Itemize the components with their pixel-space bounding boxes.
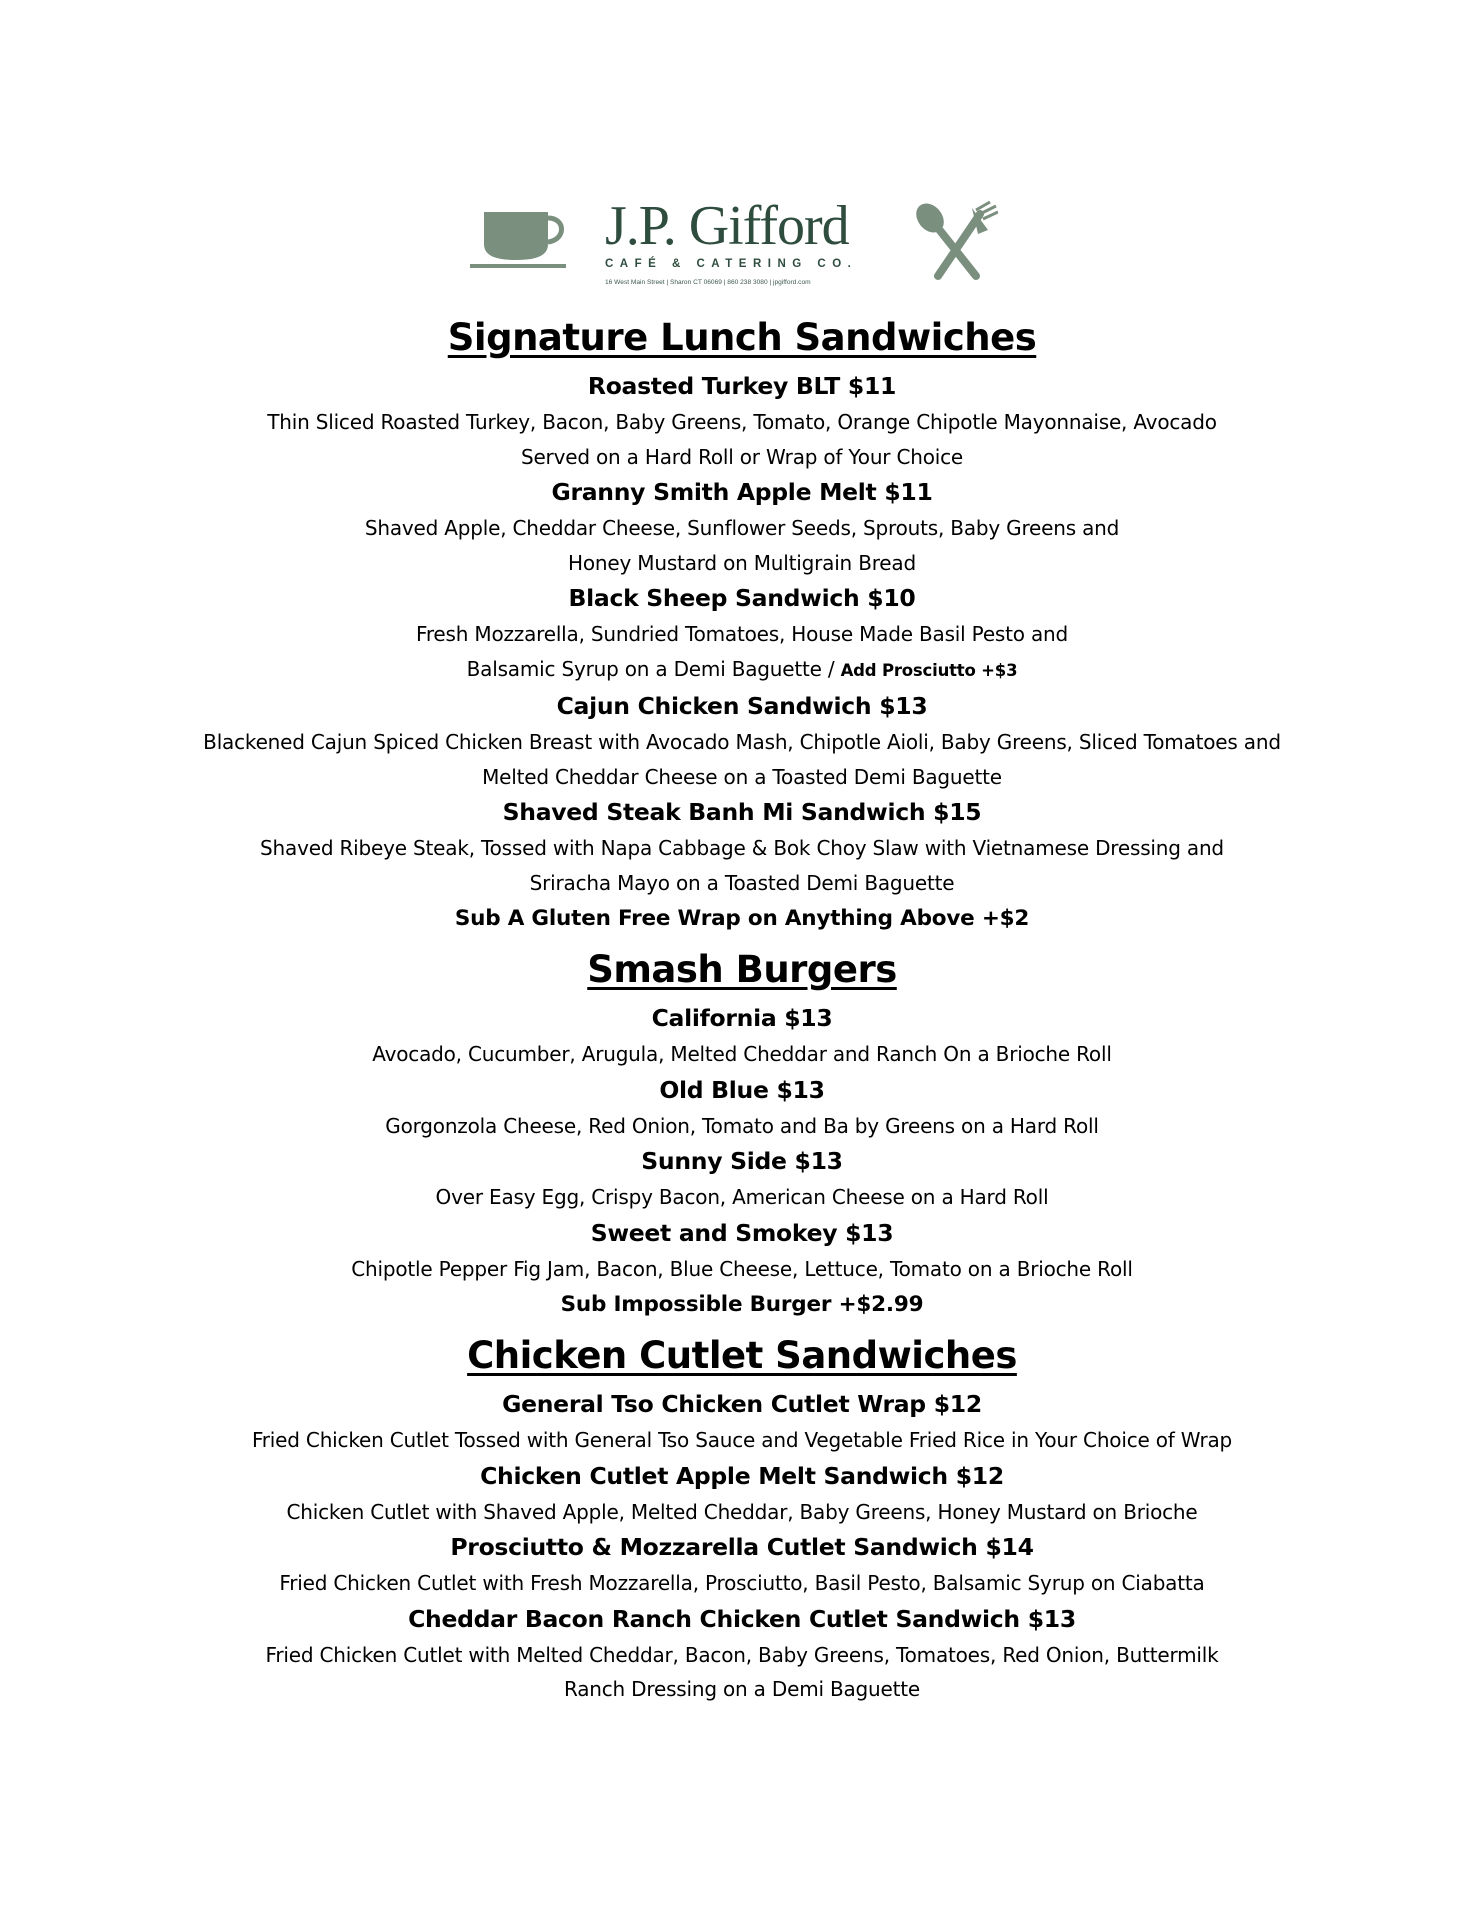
menu-content (120, 308, 1364, 1707)
section-chicken-cutlet-sandwiches (120, 1326, 1364, 1707)
menu-item-name: Old Blue $13 (659, 1075, 825, 1104)
menu-item-description: Shaved Ribeye Steak, Tossed with Napa Cabbage & Bok Choy Slaw with Vietnamese Dressing and Sriracha Mayo on a Toasted Demi Baguette (260, 836, 1224, 895)
section-signature-lunch-sandwiches (120, 308, 1364, 938)
menu-item-name: General Tso Chicken Cutlet Wrap $12 (502, 1390, 982, 1418)
menu-item-description: Shaved Apple, Cheddar Cheese, Sunflower Seeds, Sprouts, Baby Greens and Honey Mustard on Multigrain Bread (364, 516, 1120, 575)
menu-item-description: Chicken Cutlet with Shaved Apple, Melted Cheddar, Baby Greens, Honey Mustard on Brioche (286, 1499, 1198, 1524)
fork-spoon-icon (910, 200, 998, 282)
menu-item-name: Shaved Steak Banh Mi Sandwich $15 (502, 798, 982, 826)
menu-item-name: Roasted Turkey BLT $11 (587, 372, 897, 400)
menu-item-description: Fresh Mozzarella, Sundried Tomatoes, House Made Basil Pesto and Balsamic Syrup on a Demi Baguette / Add Prosciutto +$3 (416, 622, 1068, 681)
logo-name: J.P. Gifford (605, 195, 849, 257)
section-note: Sub Impossible Burger +$2.99 (560, 1292, 924, 1317)
menu-item-name: Prosciutto & Mozzarella Cutlet Sandwich $14 (450, 1533, 1034, 1561)
menu-item-addon: Add Prosciutto +$3 (840, 660, 1018, 680)
logo-address: 16 West Main Street | Sharon CT 06069 | 860 238 3080 | jpgifford.com (605, 279, 811, 286)
menu-item-description: Thin Sliced Roasted Turkey, Bacon, Baby Greens, Tomato, Orange Chipotle Mayonnaise, Avocado Served on a Hard Roll or Wrap of Your Choice (267, 410, 1217, 469)
menu-item-name: California $13 (651, 1004, 833, 1032)
menu-item-description: Fried Chicken Cutlet with Melted Cheddar, Bacon, Baby Greens, Tomatoes, Red Onion, Buttermilk Ranch Dressing on a Demi Baguette (265, 1642, 1219, 1701)
section-title: Signature Lunch Sandwiches (447, 316, 1037, 359)
logo (470, 195, 1000, 293)
menu-item-name: Black Sheep Sandwich $10 (568, 584, 916, 612)
menu-item-description: Gorgonzola Cheese, Red Onion, Tomato and Ba by Greens on a Hard Roll (385, 1113, 1099, 1138)
menu-item-name: Cheddar Bacon Ranch Chicken Cutlet Sandwich $13 (408, 1604, 1076, 1633)
logo-wordmark (605, 195, 895, 286)
section-note: Sub A Gluten Free Wrap on Anything Above +$2 (454, 906, 1030, 931)
menu-item-name: Sweet and Smokey $13 (590, 1218, 894, 1247)
section-title: Chicken Cutlet Sandwiches (467, 1334, 1017, 1377)
menu-item-description: Over Easy Egg, Crispy Bacon, American Cheese on a Hard Roll (435, 1185, 1049, 1209)
menu-item-name: Sunny Side $13 (641, 1147, 843, 1175)
menu-item-name: Chicken Cutlet Apple Melt Sandwich $12 (480, 1461, 1004, 1490)
menu-item-name: Cajun Chicken Sandwich $13 (556, 692, 928, 720)
menu-item-description: Fried Chicken Cutlet Tossed with General Tso Sauce and Vegetable Fried Rice in Your Choice of Wrap (251, 1428, 1233, 1452)
menu-item-description: Blackened Cajun Spiced Chicken Breast with Avocado Mash, Chipotle Aioli, Baby Greens, Sliced Tomatoes and Melted Cheddar Cheese on a Toasted Demi Baguette (203, 730, 1281, 789)
coffee-cup-icon (470, 210, 570, 270)
logo-tagline: CAFÉ & CATERING CO. (605, 258, 858, 270)
menu-item-description: Chipotle Pepper Fig Jam, Bacon, Blue Cheese, Lettuce, Tomato on a Brioche Roll (351, 1256, 1133, 1281)
menu-item-description: Fried Chicken Cutlet with Fresh Mozzarella, Prosciutto, Basil Pesto, Balsamic Syrup on Ciabatta (279, 1571, 1205, 1595)
menu-item-name: Granny Smith Apple Melt $11 (551, 478, 933, 506)
section-smash-burgers (120, 940, 1364, 1324)
section-title: Smash Burgers (587, 948, 897, 991)
menu-item-description: Avocado, Cucumber, Arugula, Melted Cheddar and Ranch On a Brioche Roll (372, 1042, 1112, 1066)
